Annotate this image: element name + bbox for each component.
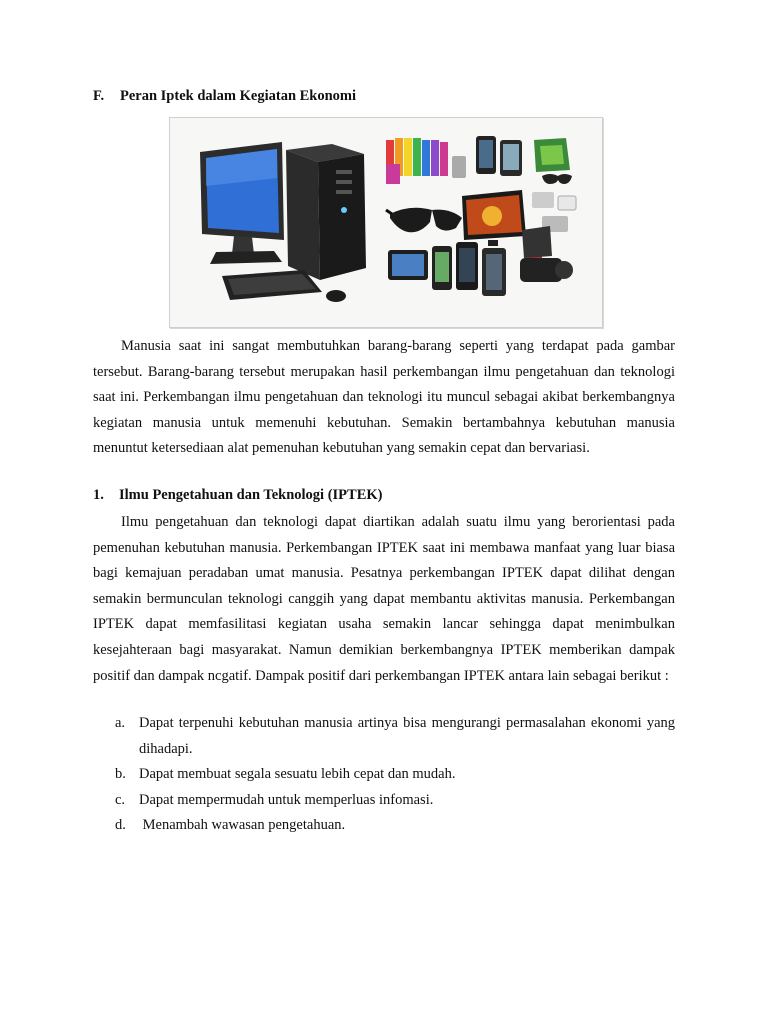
body-paragraph: Ilmu pengetahuan dan teknologi dapat diartikan adalah suatu ilmu yang berorientasi pada pemenuhan kebutuhan manusia. Perkembangan IPTEK saat ini membawa manfaat yang luar biasa bagi kemajuan peradaban umat manusia. Pesatnya perkembangan IPTEK dapat dilihat dengan semakin bermunculan teknologi canggih yang dapat membantu aktivitas manusia. Perkembangan IPTEK dapat memfasilitasi kegiatan usaha semakin lancar sehingga dapat menimbulkan kesejahteraan bagi masyarakat. Namun demikian berkembangnya IPTEK memberikan dampak positif dan dampak ncgatif. Dampak positif dari perkembangan IPTEK antara lain sebagai berikut :	[93, 514, 675, 684]
television-illustration	[462, 190, 526, 246]
monitor-illustration	[200, 142, 284, 264]
product-box-illustration	[534, 138, 570, 172]
benefits-list	[115, 711, 675, 839]
tablets-illustration	[388, 242, 506, 296]
music-players-illustration	[386, 138, 448, 184]
subsection-heading	[93, 487, 383, 504]
section-number: F.	[93, 88, 105, 104]
smartphones-illustration	[476, 136, 522, 176]
subsection-number: 1.	[93, 487, 104, 503]
list-item: a. Dapat terpenuhi kebutuhan manusia artinya bisa mengurangi permasalahan ekonomi yang dihadapi.	[115, 715, 675, 757]
section-heading	[93, 88, 356, 105]
subsection-title: Ilmu Pengetahuan dan Teknologi (IPTEK)	[119, 487, 383, 503]
section-title: Peran Iptek dalam Kegiatan Ekonomi	[120, 88, 357, 104]
3d-glasses-illustration	[386, 208, 462, 233]
list-item: c. Dapat mempermudah untuk memperluas infomasi.	[115, 791, 434, 808]
pc-tower-illustration	[286, 144, 366, 280]
list-item: b. Dapat membuat segala sesuatu lebih cepat dan mudah.	[115, 766, 456, 783]
keyboard-illustration	[222, 270, 322, 300]
intro-paragraph: Manusia saat ini sangat membutuhkan barang-barang seperti yang terdapat pada gambar tersebut. Barang-barang tersebut merupakan hasil perkembangan ilmu pengetahuan dan teknologi saat ini. Perkembangan ilmu pengetahuan dan teknologi itu muncul sebagai akibat berkembangnya kegiatan manusia untuk memenuhi kebutuhan. Semakin bertambahnya kebutuhan manusia menuntut ketersediaan alat pemenuhan kebutuhan yang semakin cepat dan bervariasi.	[93, 338, 675, 457]
list-item: d. Menambah wawasan pengetahuan.	[115, 817, 346, 834]
technology-devices-photo	[169, 117, 603, 328]
